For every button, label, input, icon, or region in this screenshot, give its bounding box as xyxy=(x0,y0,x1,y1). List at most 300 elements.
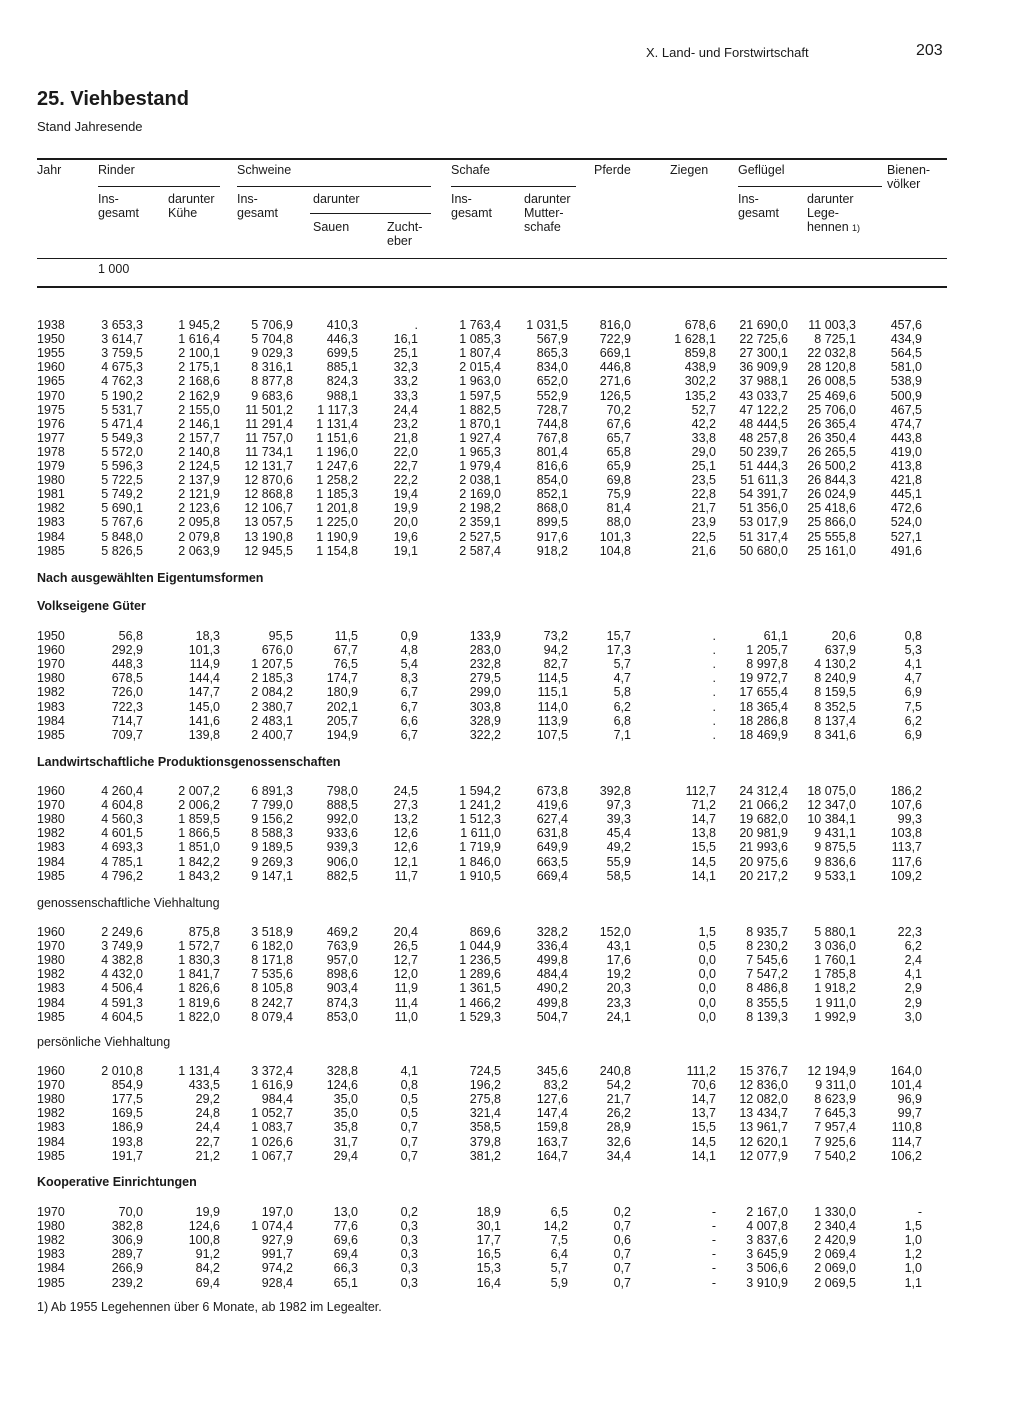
table-cell: 15 376,7 xyxy=(739,1064,788,1078)
year-cell: 1970 xyxy=(37,657,65,672)
table-cell: 798,0 xyxy=(326,784,358,798)
table-cell: 903,4 xyxy=(326,981,358,996)
table-cell: 114,9 xyxy=(189,657,220,672)
table-cell: 54 391,7 xyxy=(739,487,788,502)
table-cell: - xyxy=(711,1205,716,1219)
table-cell: 11 003,3 xyxy=(808,318,856,332)
table-cell: 974,2 xyxy=(261,1261,293,1276)
table-cell: 15,5 xyxy=(691,1120,716,1135)
table-cell: 191,7 xyxy=(111,1148,143,1163)
table-cell: 1 067,7 xyxy=(251,1148,293,1163)
table-cell: 6,7 xyxy=(400,727,418,742)
table-cell: 1,5 xyxy=(904,1219,922,1234)
table-cell: 4,7 xyxy=(613,671,631,686)
table-cell: 11,5 xyxy=(334,629,358,643)
year-cell: 1984 xyxy=(37,713,65,728)
year-cell: 1983 xyxy=(37,515,65,530)
table-cell: 3 837,6 xyxy=(746,1233,788,1248)
table-cell: 1 151,6 xyxy=(316,430,358,445)
table-cell: 1 190,9 xyxy=(316,529,358,544)
year-cell: 1985 xyxy=(37,1009,65,1024)
table-cell: 48 257,8 xyxy=(739,430,788,445)
table-row xyxy=(0,967,1024,981)
table-cell: . xyxy=(712,671,716,686)
year-cell: 1980 xyxy=(37,473,65,488)
table-cell: 23,3 xyxy=(606,995,631,1010)
table-row xyxy=(0,855,1024,869)
year-cell: 1950 xyxy=(37,629,65,643)
table-row xyxy=(0,1064,1024,1078)
table-row xyxy=(0,925,1024,939)
section-title: persönliche Viehhaltung xyxy=(37,1035,171,1049)
table-cell: 4 130,2 xyxy=(814,657,856,672)
table-row xyxy=(0,812,1024,826)
year-cell: 1960 xyxy=(37,643,65,658)
table-cell: 107,5 xyxy=(536,727,568,742)
table-cell: 722,3 xyxy=(111,699,143,714)
table-cell: 1 154,8 xyxy=(316,543,358,558)
table-cell: 649,9 xyxy=(536,840,568,855)
table-cell: 1 760,1 xyxy=(814,953,856,968)
table-cell: 145,0 xyxy=(188,699,220,714)
table-cell: 1 611,0 xyxy=(460,826,501,841)
table-cell: 239,2 xyxy=(111,1275,143,1290)
table-cell: 65,1 xyxy=(333,1275,358,1290)
table-row xyxy=(0,389,1024,403)
table-cell: 499,8 xyxy=(536,953,568,968)
table-cell: 3 910,9 xyxy=(746,1275,788,1290)
table-cell: 11 291,4 xyxy=(245,416,293,431)
table-cell: 65,8 xyxy=(606,444,631,459)
table-cell: 7 547,2 xyxy=(746,967,788,982)
table-cell: 52,7 xyxy=(691,402,716,417)
table-cell: 1 572,7 xyxy=(178,939,220,954)
table-cell: 1 512,3 xyxy=(459,812,501,827)
table-cell: 2 084,2 xyxy=(251,685,293,700)
table-cell: 14,7 xyxy=(691,812,716,827)
table-cell: 14,5 xyxy=(691,1134,716,1149)
table-cell: 1,1 xyxy=(904,1275,922,1290)
table-cell: 24,8 xyxy=(195,1106,220,1121)
table-cell: 12 077,9 xyxy=(739,1148,788,1163)
table-cell: 4 382,8 xyxy=(101,953,143,968)
table-cell: 4 693,3 xyxy=(101,840,143,855)
table-cell: 0,7 xyxy=(400,1120,418,1135)
table-cell: 1 031,5 xyxy=(526,318,568,332)
table-cell: . xyxy=(712,657,716,672)
table-cell: 12,0 xyxy=(393,967,418,982)
table-cell: 5 848,0 xyxy=(101,529,143,544)
table-cell: 7 799,0 xyxy=(251,798,293,813)
table-cell: 853,0 xyxy=(326,1009,358,1024)
table-cell: 1,5 xyxy=(698,925,716,939)
table-cell: 97,3 xyxy=(606,798,631,813)
table-cell: 5 596,3 xyxy=(101,459,143,473)
table-row xyxy=(0,501,1024,515)
table-subtitle: Stand Jahresende xyxy=(37,119,143,134)
table-cell: 3 759,5 xyxy=(101,346,143,361)
table-row xyxy=(0,431,1024,445)
table-cell: 124,6 xyxy=(326,1078,358,1093)
table-cell: 18 365,4 xyxy=(739,699,788,714)
table-cell: 448,3 xyxy=(111,657,143,672)
table-cell: 21 993,6 xyxy=(739,840,788,855)
table-cell: 2,9 xyxy=(904,995,922,1010)
table-cell: 70,2 xyxy=(606,402,631,417)
table-cell: 22,2 xyxy=(393,473,418,488)
header-rule-rinder xyxy=(98,186,220,187)
table-cell: - xyxy=(711,1233,716,1248)
table-cell: 196,2 xyxy=(469,1078,501,1093)
table-cell: 801,4 xyxy=(536,444,568,459)
table-row xyxy=(0,1106,1024,1120)
table-cell: 2 168,6 xyxy=(178,374,220,389)
table-cell: 16,1 xyxy=(393,332,418,347)
table-cell: 1 763,4 xyxy=(459,318,501,332)
table-cell: 816,6 xyxy=(536,459,568,473)
table-cell: 8 341,6 xyxy=(814,727,856,742)
year-cell: 1977 xyxy=(37,430,65,445)
table-cell: 9 836,6 xyxy=(814,854,856,869)
table-cell: 26 500,2 xyxy=(807,459,856,473)
table-cell: 66,3 xyxy=(333,1261,358,1276)
table-cell: 24 312,4 xyxy=(739,784,788,798)
table-cell: 669,1 xyxy=(599,346,631,361)
table-cell: 3 645,9 xyxy=(746,1247,788,1262)
table-cell: 29,2 xyxy=(195,1092,220,1107)
table-cell: 767,8 xyxy=(536,430,568,445)
table-cell: 1 466,2 xyxy=(459,995,501,1010)
table-cell: 1 859,5 xyxy=(178,812,220,827)
year-cell: 1984 xyxy=(37,529,65,544)
table-cell: 874,3 xyxy=(326,995,358,1010)
table-cell: 4 604,8 xyxy=(101,798,143,813)
table-cell: 22,5 xyxy=(691,529,716,544)
year-cell: 1975 xyxy=(37,402,65,417)
year-cell: 1980 xyxy=(37,671,65,686)
table-cell: 0,2 xyxy=(613,1205,631,1219)
table-cell: 20 217,2 xyxy=(739,868,788,883)
table-row xyxy=(0,826,1024,840)
table-cell: 25 418,6 xyxy=(807,501,856,516)
header-pferde: Pferde xyxy=(594,163,631,177)
table-cell: 26,2 xyxy=(606,1106,631,1121)
table-cell: 1 074,4 xyxy=(251,1219,293,1234)
table-cell: 4,1 xyxy=(904,657,922,672)
table-cell: 27,3 xyxy=(393,798,418,813)
table-cell: 1 185,3 xyxy=(316,487,358,502)
table-cell: 21 066,2 xyxy=(739,798,788,813)
header-gefluegel: Geflügel xyxy=(738,163,785,177)
table-cell: 1 841,7 xyxy=(178,967,220,982)
table-cell: 7 545,6 xyxy=(746,953,788,968)
table-cell: 21 690,0 xyxy=(739,318,788,332)
table-cell: 2 587,4 xyxy=(459,543,501,558)
table-cell: 5,7 xyxy=(613,657,631,672)
header-gefluegel-insgesamt: Ins- gesamt xyxy=(738,192,779,220)
table-cell: 163,7 xyxy=(536,1134,568,1149)
year-cell: 1982 xyxy=(37,501,65,516)
table-row xyxy=(0,798,1024,812)
table-cell: 4 604,5 xyxy=(101,1009,143,1024)
table-row xyxy=(0,1205,1024,1219)
table-cell: 26,5 xyxy=(393,939,418,954)
table-cell: 115,1 xyxy=(537,685,568,700)
table-cell: 29,0 xyxy=(691,444,716,459)
table-cell: 303,8 xyxy=(469,699,501,714)
table-cell: 0,5 xyxy=(698,939,716,954)
table-cell: 939,3 xyxy=(326,840,358,855)
table-row xyxy=(0,318,1024,332)
table-cell: 22,0 xyxy=(393,444,418,459)
table-cell: 2 124,5 xyxy=(178,459,220,473)
year-cell: 1984 xyxy=(37,854,65,869)
table-cell: 21,6 xyxy=(691,543,716,558)
table-cell: 1 830,3 xyxy=(178,953,220,968)
table-cell: 35,0 xyxy=(333,1106,358,1121)
table-cell: 275,8 xyxy=(469,1092,501,1107)
table-cell: 18 469,9 xyxy=(739,727,788,742)
table-cell: 2 380,7 xyxy=(251,699,293,714)
table-cell: 8 139,3 xyxy=(746,1009,788,1024)
table-cell: 14,1 xyxy=(691,868,716,883)
table-cell: 816,0 xyxy=(599,318,631,332)
table-cell: 73,2 xyxy=(543,629,568,643)
table-cell: 2 483,1 xyxy=(251,713,293,728)
table-cell: 8 316,1 xyxy=(251,360,293,375)
year-cell: 1960 xyxy=(37,1064,65,1078)
table-cell: 3 036,0 xyxy=(814,939,856,954)
table-row xyxy=(0,1247,1024,1261)
year-cell: 1970 xyxy=(37,939,65,954)
table-row xyxy=(0,403,1024,417)
table-cell: 47 122,2 xyxy=(739,402,788,417)
table-cell: 7,5 xyxy=(550,1233,568,1248)
table-cell: 2 527,5 xyxy=(459,529,501,544)
table-cell: 7 540,2 xyxy=(814,1148,856,1163)
table-cell: 101,3 xyxy=(599,529,631,544)
table-cell: 1 979,4 xyxy=(459,459,501,473)
table-cell: 10 384,1 xyxy=(807,812,856,827)
table-row xyxy=(0,1233,1024,1247)
table-cell: 2 167,0 xyxy=(746,1205,788,1219)
table-cell: 23,2 xyxy=(393,416,418,431)
table-cell: 53 017,9 xyxy=(739,515,788,530)
table-cell: 65,9 xyxy=(606,459,631,473)
table-cell: 2 137,9 xyxy=(178,473,220,488)
table-row xyxy=(0,1078,1024,1092)
table-cell: 23,5 xyxy=(691,473,716,488)
year-cell: 1983 xyxy=(37,699,65,714)
header-bienen: Bienen- völker xyxy=(887,163,931,191)
table-cell: 127,6 xyxy=(536,1092,568,1107)
table-cell: 4 762,3 xyxy=(101,374,143,389)
table-cell: 75,9 xyxy=(606,487,631,502)
table-cell: 197,0 xyxy=(261,1205,293,1219)
table-cell: 1 866,5 xyxy=(178,826,220,841)
table-cell: 6,4 xyxy=(550,1247,568,1262)
table-cell: 392,8 xyxy=(599,784,631,798)
header-jahr: Jahr xyxy=(37,163,62,177)
table-cell: . xyxy=(712,727,716,742)
table-cell: 933,6 xyxy=(326,826,358,841)
table-cell: 139,8 xyxy=(188,727,220,742)
table-cell: 2 069,0 xyxy=(814,1261,856,1276)
table-cell: 1 330,0 xyxy=(814,1205,856,1219)
table-cell: 164,0 xyxy=(890,1064,922,1078)
table-cell: 5,8 xyxy=(613,685,631,700)
table-cell: 854,0 xyxy=(536,473,568,488)
table-cell: 4 560,3 xyxy=(101,812,143,827)
table-cell: 678,5 xyxy=(111,671,143,686)
table-cell: 4 007,8 xyxy=(746,1219,788,1234)
table-cell: 0,6 xyxy=(613,1233,631,1248)
table-cell: 2,4 xyxy=(904,953,922,968)
table-cell: 859,8 xyxy=(684,346,716,361)
table-cell: 29,4 xyxy=(333,1148,358,1163)
table-cell: 95,5 xyxy=(268,629,293,643)
table-cell: 0,3 xyxy=(400,1275,418,1290)
table-cell: 22,7 xyxy=(195,1134,220,1149)
year-cell: 1980 xyxy=(37,812,65,827)
table-cell: 2 175,1 xyxy=(178,360,220,375)
table-cell: 0,3 xyxy=(400,1247,418,1262)
table-cell: 22,7 xyxy=(393,459,418,473)
table-cell: 61,1 xyxy=(763,629,788,643)
table-cell: 22 032,8 xyxy=(807,346,856,361)
table-cell: 669,4 xyxy=(536,868,568,883)
table-cell: 714,7 xyxy=(111,713,143,728)
table-cell: 1 719,9 xyxy=(459,840,501,855)
table-cell: 1 052,7 xyxy=(251,1106,293,1121)
table-cell: 33,3 xyxy=(393,388,418,403)
table-cell: 6,2 xyxy=(904,939,922,954)
table-cell: 67,7 xyxy=(333,643,358,658)
table-cell: 42,2 xyxy=(691,416,716,431)
table-cell: 2 100,1 xyxy=(178,346,220,361)
table-cell: 24,1 xyxy=(606,1009,631,1024)
table-cell: 9 156,2 xyxy=(251,812,293,827)
table-cell: 8 352,5 xyxy=(814,699,856,714)
table-cell: 9 533,1 xyxy=(814,868,856,883)
table-cell: 51 317,4 xyxy=(739,529,788,544)
table-cell: 4 506,4 xyxy=(101,981,143,996)
section-title: genossenschaftliche Viehhaltung xyxy=(37,896,220,910)
table-cell: 865,3 xyxy=(536,346,568,361)
table-cell: 18 075,0 xyxy=(807,784,856,798)
table-cell: 9 311,0 xyxy=(815,1078,856,1093)
table-cell: 474,7 xyxy=(890,416,922,431)
table-cell: 24,5 xyxy=(393,784,418,798)
table-row xyxy=(0,1219,1024,1233)
table-cell: 104,8 xyxy=(599,543,631,558)
header-schweine: Schweine xyxy=(237,163,292,177)
table-cell: 1 131,4 xyxy=(316,416,358,431)
table-cell: 114,7 xyxy=(891,1134,922,1149)
table-cell: 8 588,3 xyxy=(251,826,293,841)
table-cell: 1 911,0 xyxy=(815,995,856,1010)
table-cell: 1 870,1 xyxy=(459,416,501,431)
table-cell: 9 147,1 xyxy=(251,868,293,883)
table-cell: 2 249,6 xyxy=(101,925,143,939)
table-cell: 6,9 xyxy=(904,685,922,700)
table-cell: 2 420,9 xyxy=(814,1233,856,1248)
table-cell: 445,1 xyxy=(890,487,922,502)
table-cell: 2 010,8 xyxy=(101,1064,143,1078)
table-cell: 744,8 xyxy=(536,416,568,431)
table-cell: 875,8 xyxy=(188,925,220,939)
table-cell: 14,5 xyxy=(691,854,716,869)
table-cell: 36 909,9 xyxy=(739,360,788,375)
table-cell: . xyxy=(712,643,716,658)
table-cell: 240,8 xyxy=(599,1064,631,1078)
table-cell: - xyxy=(917,1205,922,1219)
table-cell: 11,4 xyxy=(394,995,418,1010)
table-cell: 490,2 xyxy=(536,981,568,996)
table-cell: 652,0 xyxy=(536,374,568,389)
table-row xyxy=(0,1261,1024,1275)
table-cell: 25,1 xyxy=(393,346,418,361)
table-cell: 552,9 xyxy=(536,388,568,403)
table-cell: 299,0 xyxy=(469,685,501,700)
table-cell: 1 205,7 xyxy=(746,643,788,658)
table-cell: . xyxy=(712,685,716,700)
table-cell: 8 877,8 xyxy=(251,374,293,389)
table-cell: 69,8 xyxy=(606,473,631,488)
table-cell: 35,0 xyxy=(333,1092,358,1107)
table-cell: 50 680,0 xyxy=(739,543,788,558)
table-cell: 5 549,3 xyxy=(101,430,143,445)
table-cell: 114,5 xyxy=(537,671,568,686)
table-cell: 1 247,6 xyxy=(316,459,358,473)
table-cell: 5 767,6 xyxy=(101,515,143,530)
year-cell: 1978 xyxy=(37,444,65,459)
table-cell: 438,9 xyxy=(684,360,716,375)
table-row xyxy=(0,840,1024,854)
table-cell: 21,2 xyxy=(195,1148,220,1163)
table-cell: 113,9 xyxy=(537,713,568,728)
table-cell: 1 361,5 xyxy=(459,981,501,996)
table-cell: 2 155,0 xyxy=(178,402,220,417)
table-cell: 266,9 xyxy=(111,1261,143,1276)
table-cell: 869,6 xyxy=(469,925,501,939)
table-cell: 1 965,3 xyxy=(459,444,501,459)
table-cell: 54,2 xyxy=(606,1078,631,1093)
table-cell: 99,3 xyxy=(897,812,922,827)
table-cell: 0,8 xyxy=(904,629,922,643)
table-cell: 2 162,9 xyxy=(178,388,220,403)
table-cell: 699,5 xyxy=(326,346,358,361)
table-cell: 0,8 xyxy=(400,1078,418,1093)
table-cell: . xyxy=(712,699,716,714)
table-cell: 1 529,3 xyxy=(459,1009,501,1024)
table-cell: 1 819,6 xyxy=(178,995,220,1010)
year-cell: 1970 xyxy=(37,1205,65,1219)
table-cell: 5 190,2 xyxy=(101,388,143,403)
table-cell: 25 469,6 xyxy=(807,388,856,403)
table-row xyxy=(0,643,1024,657)
table-row xyxy=(0,671,1024,685)
table-cell: 3 372,4 xyxy=(251,1064,293,1078)
table-cell: 11 734,1 xyxy=(245,444,293,459)
year-cell: 1982 xyxy=(37,685,65,700)
table-cell: 567,9 xyxy=(536,332,568,347)
table-cell: 23,9 xyxy=(691,515,716,530)
table-cell: 443,8 xyxy=(890,430,922,445)
table-cell: 6,2 xyxy=(613,699,631,714)
table-cell: 1 131,4 xyxy=(178,1064,220,1078)
table-cell: 328,9 xyxy=(469,713,501,728)
